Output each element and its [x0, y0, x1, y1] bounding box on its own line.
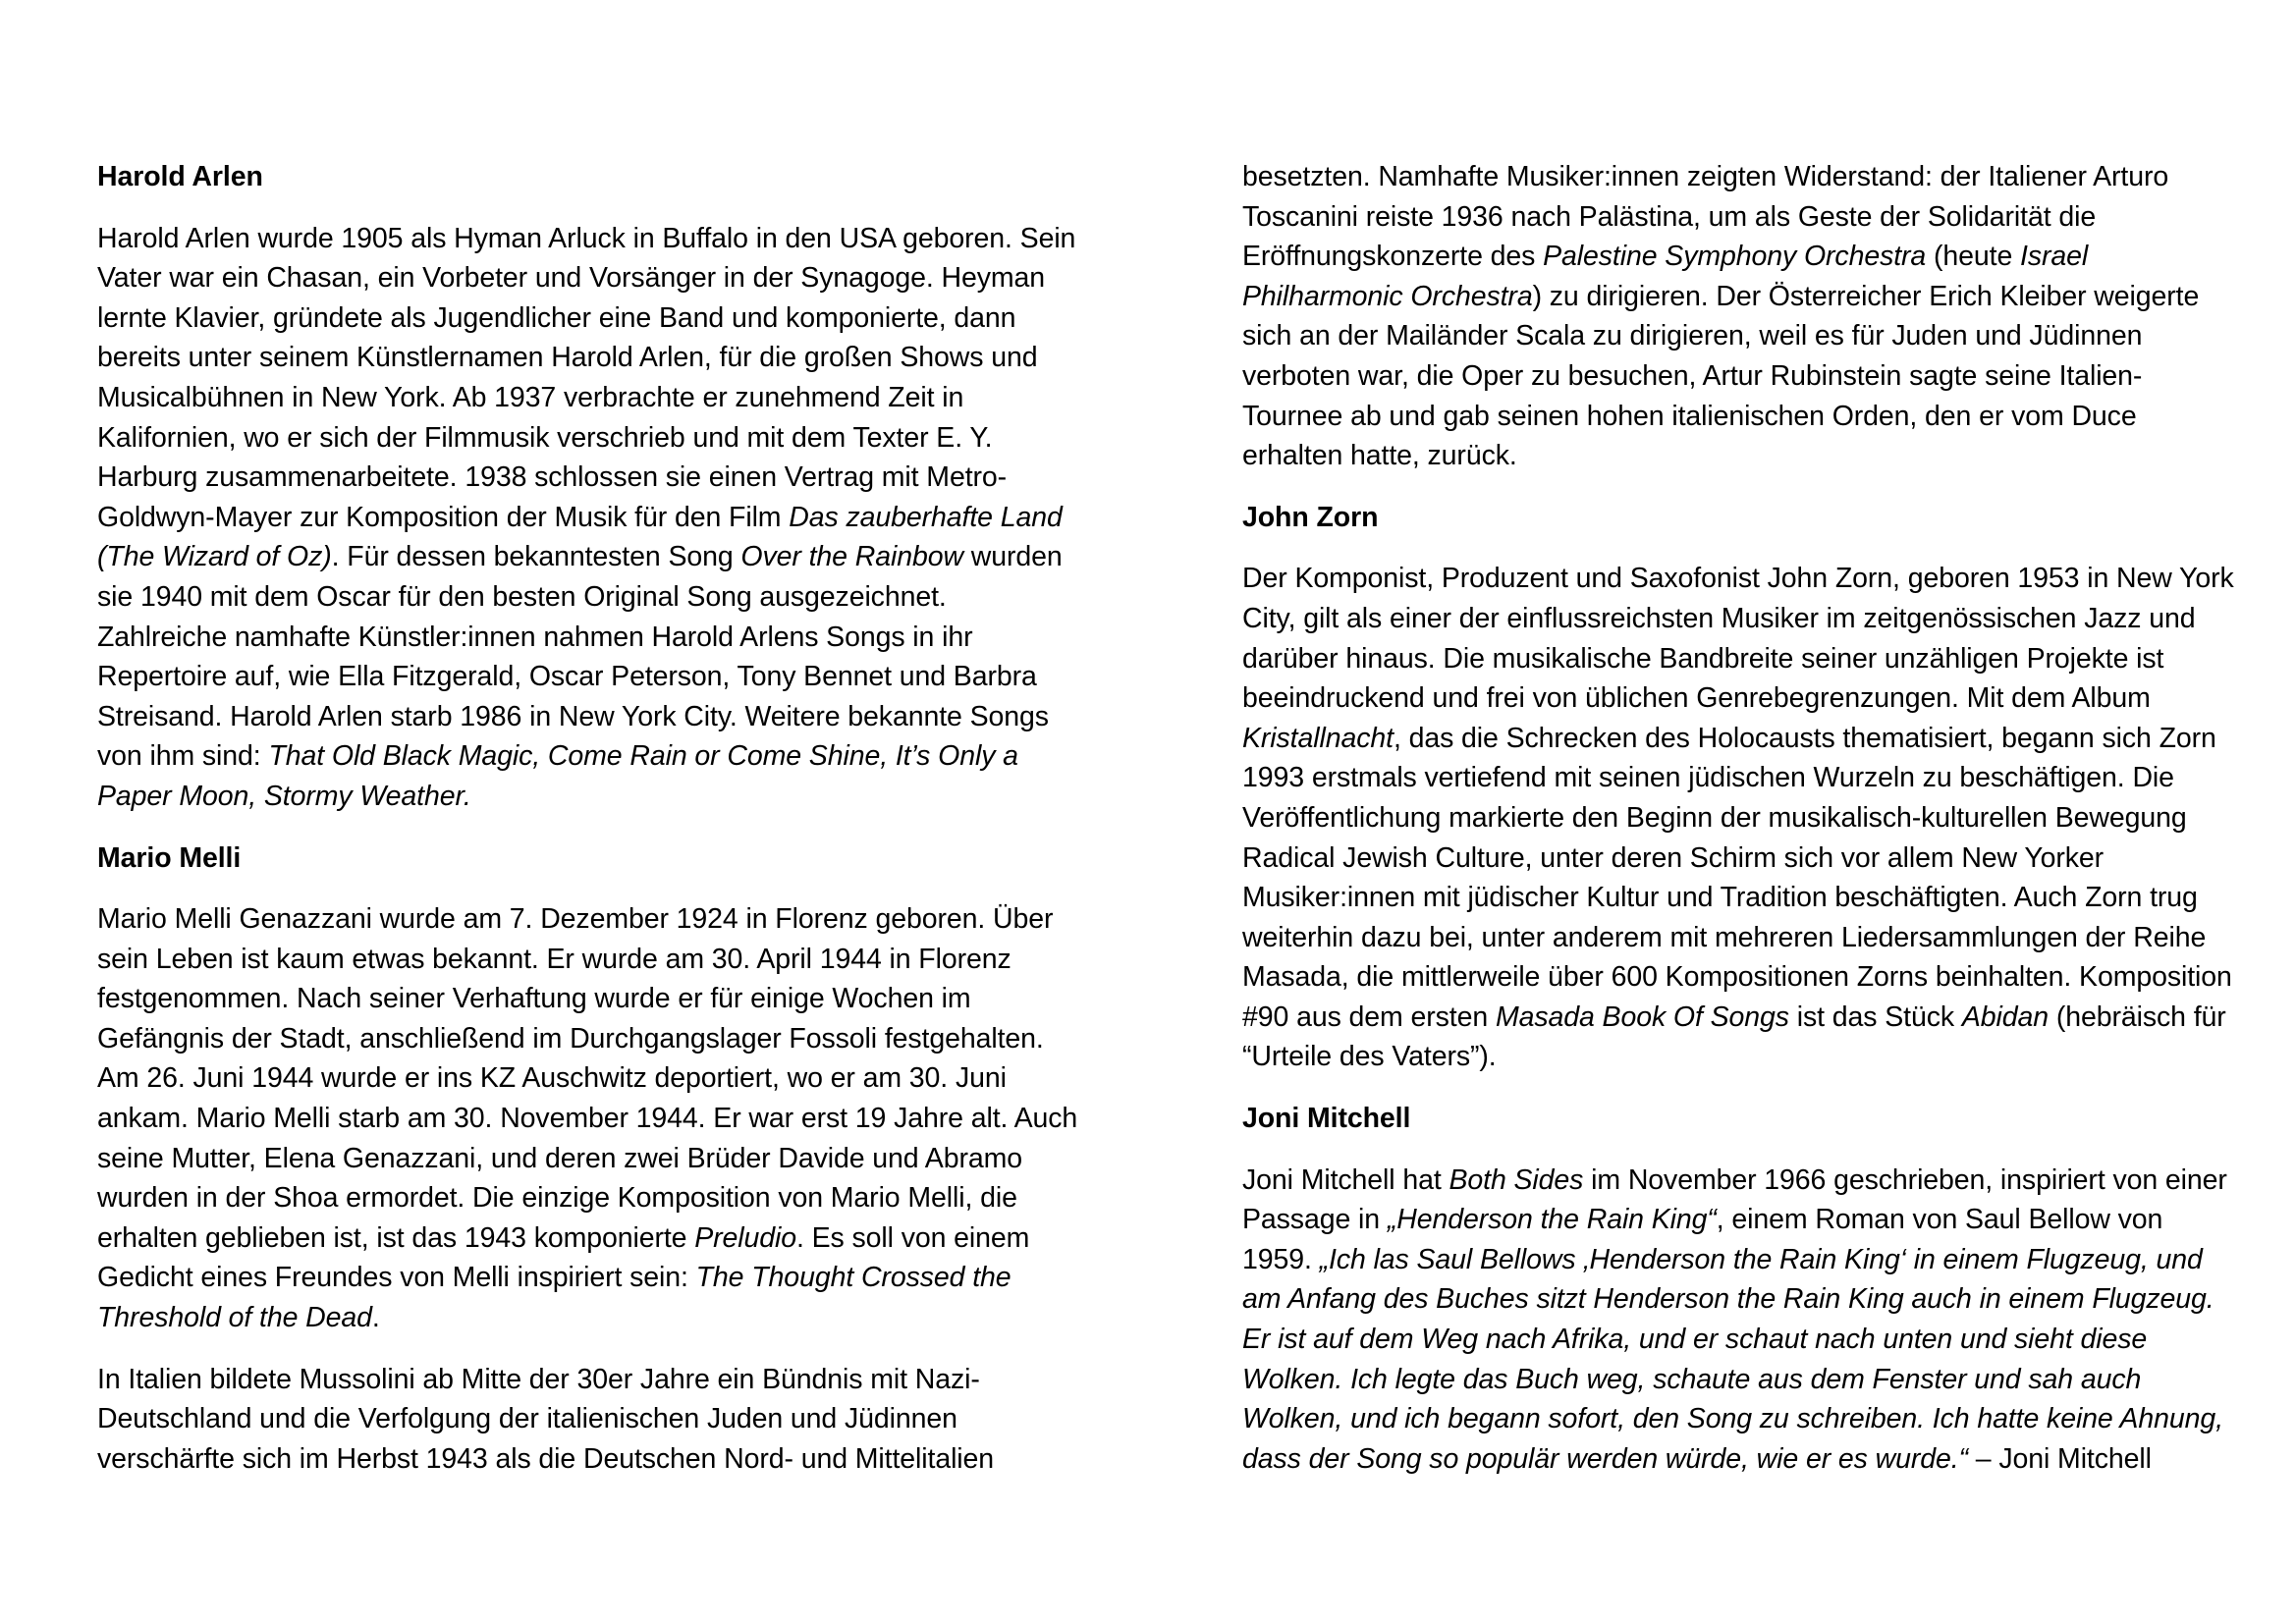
poem-title: The Thought Crossed the Threshold of the Dead — [97, 1262, 1011, 1334]
text-segment: Joni Mitchell hat — [1242, 1163, 1449, 1196]
right-column — [1242, 157, 2234, 1500]
text-segment: , das die Schrecken des Holocausts thematisiert, begann sich Zorn 1993 erstmals vertiefend mit seinen jüdischen Wurzeln zu beschäftigen. Die Veröffentlichung markierte den Beginn der musikalisch-kulturellen Bewegung Radical Jewish Culture, unter deren Schirm sich vor allem New Yorker Musiker:innen mit jüdischer Kultur und Tradition beschäftigten. Auch Zorn trug weiterhin dazu bei, unter anderem mit mehreren Liedersammlungen der Reihe Masada, die mittlerweile über 600 Kompositionen Zorns beinhalten. Komposition #90 aus dem ersten — [1242, 722, 2232, 1033]
paragraph-harold-arlen — [97, 219, 1079, 817]
paragraph-italy-history: In Italien bildete Mussolini ab Mitte der 30er Jahre ein Bündnis mit Nazi-Deutschland und die Verfolgung der italienischen Juden und Jüdinnen verschärfte sich im Herbst 1943 als die Deutschen Nord- und Mittelitalien — [97, 1363, 995, 1475]
left-column — [97, 157, 1079, 1500]
heading-harold-arlen: Harold Arlen — [97, 161, 263, 192]
text-segment: besetzten. Namhafte Musiker:innen zeigten Widerstand: der Italiener Arturo Toscanini reiste 1936 nach Palästina, um als Geste der Solidarität die Eröffnungskonzerte des — [1242, 161, 2169, 273]
book-title: Masada Book Of Songs — [1495, 1001, 1789, 1033]
film-title: Das zauberhafte Land (The Wizard of Oz) — [97, 501, 1063, 573]
text-segment: , einem Roman von Saul Bellow von 1959. — [1242, 1204, 2163, 1275]
work-title: Preludio — [694, 1221, 797, 1254]
text-segment: ist das Stück — [1788, 1001, 1962, 1033]
quote: „Ich las Saul Bellows ‚Henderson the Rain King‘ in einem Flugzeug, und am Anfang des Buches sitzt Henderson the Rain King auch in einem Flugzeug. Er ist auf dem Weg nach Afrika, und er schaut nach unten und sieht diese Wolken. Ich legte das Buch weg, schaute aus dem Fenster und sah auch Wolken, und ich begann sofort, den Song zu schreiben. Ich hatte keine Ahnung, dass der Song so populär werden würde, wie er es wurde.“ — [1242, 1243, 2223, 1475]
piece-title: Abidan — [1961, 1001, 2050, 1033]
text-segment: . Für dessen bekanntesten Song — [331, 541, 741, 573]
text-segment: Der Komponist, Produzent und Saxofonist John Zorn, geboren 1953 in New York City, gilt als einer der einflussreichsten Musiker im zeitgenössischen Jazz und darüber hinaus. Die musikalische Bandbreite seiner unzähligen Projekte ist beeindruckend und frei von üblichen Genrebegrenzungen. Mit dem Album — [1242, 563, 2234, 715]
orchestra-name: Israel Philharmonic Orchestra — [1242, 241, 2089, 312]
paragraph-italy-continued — [1242, 157, 2234, 476]
paragraph-mario-melli — [97, 899, 1079, 1338]
album-title: Kristallnacht — [1242, 722, 1394, 754]
orchestra-name: Palestine Symphony Orchestra — [1543, 241, 1927, 273]
song-titles: That Old Black Magic, Come Rain or Come Shine, It’s Only a Paper Moon, Stormy Weather. — [97, 740, 1018, 812]
paragraph-joni-mitchell — [1242, 1161, 2234, 1480]
text-segment: wurden sie 1940 mit dem Oscar für den besten Original Song ausgezeichnet. Zahlreiche namhafte Künstler:innen nahmen Harold Arlens Songs in ihr Repertoire auf, wie Ella Fitzgerald, Oscar Peterson, Tony Bennet und Barbra Streisand. Harold Arlen starb 1986 in New York City. Weitere bekannte Songs von ihm sind: — [97, 541, 1063, 773]
text-segment: . Es soll von einem Gedicht eines Freundes von Melli inspiriert sein: — [97, 1221, 1030, 1294]
heading-mario-melli: Mario Melli — [97, 841, 242, 874]
paragraph-john-zorn — [1242, 559, 2234, 1077]
text-segment: (heute — [1926, 241, 2021, 273]
song-title: Both Sides — [1449, 1163, 1584, 1196]
text-segment: . — [371, 1302, 380, 1334]
novel-title: „Henderson the Rain King“ — [1387, 1204, 1717, 1236]
text-segment: Harold Arlen wurde 1905 als Hyman Arluck in Buffalo in den USA geboren. Sein Vater war ein Chasan, ein Vorbeter und Vorsänger in der Synagoge. Heyman lernte Klavier, gründete als Jugendlicher eine Band und komponierte, dann bereits unter seinem Künstlernamen Harold Arlen, für die großen Shows und Musicalbühnen in New York. Ab 1937 verbrachte er zunehmend Zeit in Kalifornien, wo er sich der Filmmusik verschrieb und mit dem Texter E. Y. Harburg zusammenarbeitete. 1938 schlossen sie einen Vertrag mit Metro-Goldwyn-Mayer zur Komposition der Musik für den Film — [97, 222, 1076, 533]
text-segment: (hebräisch für “Urteile des Vaters”). — [1242, 1001, 2226, 1073]
text-segment: im November 1966 geschrieben, inspiriert von einer Passage in — [1242, 1163, 2227, 1236]
heading-joni-mitchell: Joni Mitchell — [1242, 1103, 1411, 1135]
text-segment: Mario Melli Genazzani wurde am 7. Dezember 1924 in Florenz geboren. Über sein Leben ist kaum etwas bekannt. Er wurde am 30. April 1944 in Florenz festgenommen. Nach seiner Verhaftung wurde er für einige Wochen im Gefängnis der Stadt, anschließend im Durchgangslager Fossoli festgehalten. Am 26. Juni 1944 wurde er ins KZ Auschwitz deportiert, wo er am 30. Juni ankam. Mario Melli starb am 30. November 1944. Er war erst 19 Jahre alt. Auch seine Mutter, Elena Genazzani, und deren zwei Brüder Davide und Abramo wurden in der Shoa ermordet. Die einzige Komposition von Mario Melli, die erhalten geblieben ist, ist das 1943 komponierte — [97, 903, 1078, 1254]
heading-john-zorn: John Zorn — [1242, 501, 1379, 533]
quote-attribution: – Joni Mitchell — [1967, 1442, 2152, 1475]
song-title: Over the Rainbow — [740, 541, 963, 573]
text-segment: ) zu dirigieren. Der Österreicher Erich Kleiber weigerte sich an der Mailänder Scala zu dirigieren, weil es für Juden und Jüdinnen verboten war, die Oper zu besuchen, Artur Rubinstein sagte seine Italien-Tournee ab und gab seinen hohen italienischen Orden, den er vom Duce erhalten hatte, zurück. — [1242, 280, 2200, 472]
